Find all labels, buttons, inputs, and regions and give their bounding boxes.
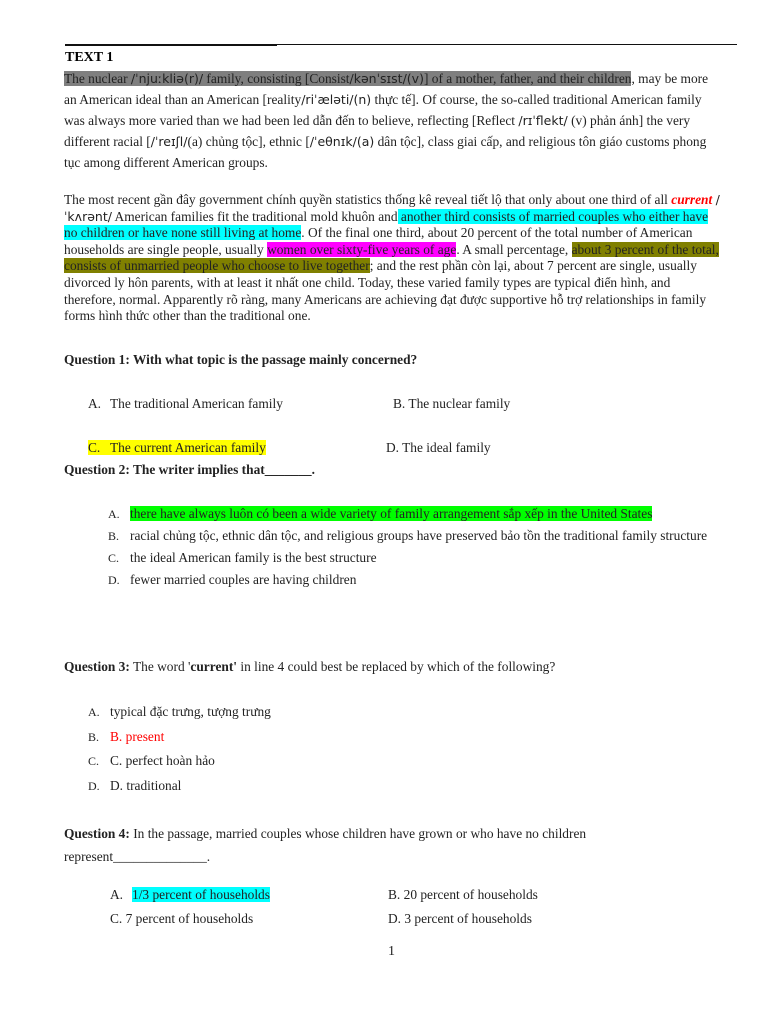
q2-option-d[interactable]: D. fewer married couples are having children xyxy=(108,572,357,587)
question-1-title: Question 1: With what topic is the passage mainly concerned? xyxy=(64,352,418,367)
highlight-unmarried: about 3 percent of the total, consists of unmarried people who choose to live together xyxy=(64,241,719,274)
answer-b-present: B. present xyxy=(110,728,165,744)
q2-option-a[interactable]: A. there have always luôn có been a wide variety of family arrangement sắp xếp in the United States xyxy=(108,506,653,521)
q3-option-b[interactable]: B. B. present xyxy=(88,728,165,744)
q3-option-c[interactable]: C. C. perfect hoàn hảo xyxy=(88,753,215,768)
keyword-current: current xyxy=(671,192,713,207)
highlight-answer-a: there have always luôn có been a wide variety of family arrangement sắp xếp in the United States xyxy=(130,506,653,521)
passage-paragraph-1: The nuclear /ˈnjuːkliə(r)/ family, consisting [Consist/kənˈsɪst/(v)] of a mother, father, and their children, may be more an American ideal than an American [reality/riˈæləti/(n) thực tế]. Of course, the so-called traditional American family was always more varied than we had been led dẫn đến to believe, reflecting [Reflect /rɪˈflekt/ (v) phản ánh] the very different racial [/ˈreɪʃl/(a) chủng tộc], ethnic [/ˈeθnɪk/(a) dân tộc], class giai cấp, and religious tôn giáo customs phong tục among different American groups. xyxy=(64,71,709,170)
q3-option-d[interactable]: D. D. traditional xyxy=(88,777,182,793)
question-2-title: Question 2: The writer implies that_______. xyxy=(64,462,315,477)
q4-option-c[interactable]: C. 7 percent of households xyxy=(110,911,254,926)
highlight-answer-a-q4: 1/3 percent of households xyxy=(132,887,270,902)
passage-paragraph-2: The most recent gần đây government chính quyền statistics thống kê reveal tiết lộ that only about one third of all current /ˈkʌrənt/ American families fit the traditional mold khuôn and another third consists of married couples who either have no children or have none still living at home. Of the final one third, about 20 percent of the total number of American households are single people, usually women over sixty-five years of age. A small percentage, about 3 percent of the total, consists of unmarried people who choose to live together; and the rest phần còn lại, about 7 percent are single, usually divorced ly hôn parents, with at least it nhất one child. Today, these varied family types are typical điển hình, and therefore, normal. Apparently rõ ràng, many Americans are achieving đạt được supportive hỗ trợ relationships in family forms hình thức other than the traditional one. xyxy=(64,192,720,324)
page-number: 1 xyxy=(388,944,395,959)
q1-option-d[interactable]: D. The ideal family xyxy=(386,440,491,455)
q1-option-a[interactable]: A. The traditional American family xyxy=(88,396,283,411)
text-heading: TEXT 1 xyxy=(65,50,114,65)
question-3-title: Question 3: The word 'current' in line 4 could best be replaced by which of the following? xyxy=(64,659,556,674)
q3-options xyxy=(88,700,688,798)
q4-option-d[interactable]: D. 3 percent of households xyxy=(388,911,532,926)
q4-option-b[interactable]: B. 20 percent of households xyxy=(388,887,538,902)
question-4-title: Question 4: In the passage, married couples whose children have grown or who have no children represent______________. xyxy=(64,826,587,864)
q2-options xyxy=(108,503,708,591)
q1-option-b[interactable]: B. The nuclear family xyxy=(393,396,511,411)
top-rule-thick xyxy=(65,44,277,46)
q1-option-c[interactable] xyxy=(88,440,266,456)
highlight-answer-c: C. The current American family xyxy=(88,440,266,455)
q2-option-c[interactable]: C. the ideal American family is the best structure xyxy=(108,550,377,565)
highlight-married-couples: another third consists of married couples who either have no children or have none still living at home xyxy=(64,208,709,241)
q2-option-b[interactable]: B. racial chủng tộc, ethnic dân tộc, and religious groups have preserved bảo tồn the traditional family structure xyxy=(108,528,708,543)
highlight-nuclear-family: The nuclear /ˈnjuːkliə(r)/ family, consisting [Consist/kənˈsɪst/(v)] of a mother, father, and their children xyxy=(64,71,632,86)
highlight-women-over-65: women over sixty-five years of age xyxy=(267,241,457,257)
top-rule-thin xyxy=(277,44,737,45)
q4-option-a[interactable]: A. 1/3 percent of households xyxy=(110,887,270,902)
q3-option-a[interactable]: A. typical đặc trưng, tượng trưng xyxy=(88,704,271,719)
